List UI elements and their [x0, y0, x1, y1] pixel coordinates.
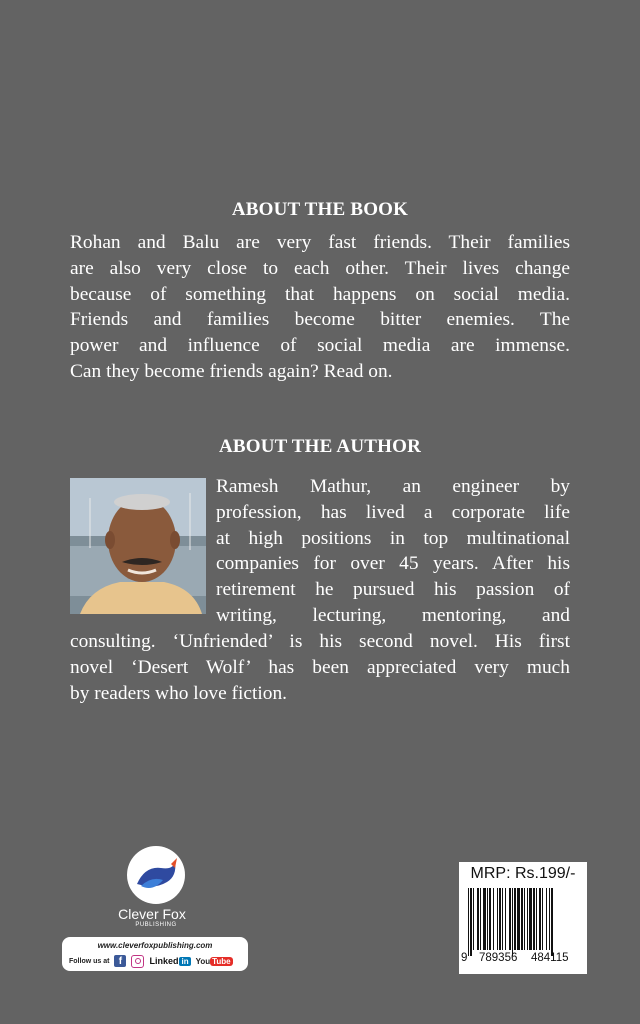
barcode-bar: [529, 888, 532, 950]
author-photo: [70, 478, 206, 614]
author-text-line: profession, has lived a corporate life: [216, 501, 570, 523]
publisher-logo: [118, 846, 191, 928]
book-text-line: because of something that happens on social media.: [70, 283, 570, 305]
isbn-first: 9: [461, 952, 468, 964]
barcode-bar: [521, 888, 523, 950]
linkedin-text: Linked: [149, 956, 179, 966]
barcode-bar: [533, 888, 535, 950]
fox-icon: [127, 846, 185, 904]
about-book-text: [70, 230, 570, 385]
barcode-bar: [512, 888, 513, 956]
book-text-line: are also very close to each other. Their lives change: [70, 257, 570, 279]
barcode-bar: [509, 888, 511, 950]
author-text-line: writing, lecturing, mentoring, and: [216, 604, 570, 626]
barcode-icon: [468, 888, 580, 958]
barcode-bar: [536, 888, 537, 950]
author-text-line: retirement he pursued his passion of: [216, 579, 570, 601]
author-text-line: at high positions in top multinational: [216, 527, 570, 549]
barcode-bar: [470, 888, 472, 956]
about-author-side-text: [216, 474, 570, 629]
author-text-line: Ramesh Mathur, an engineer by: [216, 476, 570, 497]
book-text-line: Can they become friends again? Read on.: [70, 360, 393, 382]
youtube-you: You: [195, 956, 211, 966]
author-text-line: consulting. ‘Unfriended’ is his second novel. His first: [70, 631, 570, 652]
youtube-icon[interactable]: [196, 957, 233, 966]
barcode-bar: [527, 888, 528, 950]
barcode-box: [459, 862, 587, 974]
mrp-price: MRP: Rs.199/-: [470, 865, 576, 882]
publisher-name: Clever Fox: [118, 906, 186, 922]
social-row: [69, 954, 233, 968]
follow-label: Follow us at: [69, 957, 110, 965]
about-author-full-text: [70, 629, 570, 706]
instagram-icon[interactable]: [131, 955, 144, 968]
barcode-bar: [502, 888, 503, 950]
barcode-bar: [487, 888, 488, 950]
barcode-bar: [549, 888, 550, 950]
barcode-bar: [493, 888, 494, 950]
barcode-bar: [497, 888, 498, 950]
barcode-bar: [546, 888, 547, 950]
barcode-bar: [477, 888, 479, 950]
barcode-bar: [539, 888, 541, 950]
barcode-bar: [499, 888, 501, 950]
author-text-line: novel ‘Desert Wolf’ has been appreciated very much: [70, 656, 570, 678]
isbn-group-2: 484115: [531, 952, 569, 964]
publisher-url[interactable]: www.cleverfoxpublishing.com: [97, 941, 213, 950]
linkedin-icon[interactable]: [149, 956, 190, 966]
barcode-bar: [514, 888, 516, 950]
book-text-line: Rohan and Balu are very fast friends. Their families: [70, 232, 570, 253]
barcode-bar: [517, 888, 520, 950]
youtube-tube: Tube: [212, 956, 231, 966]
barcode-bar: [473, 888, 474, 950]
author-text-line: companies for over 45 years. After his: [216, 553, 570, 575]
barcode-bar: [542, 888, 543, 950]
barcode-bar: [480, 888, 481, 950]
barcode-bar: [489, 888, 491, 950]
barcode-bar: [505, 888, 506, 950]
barcode-bar: [524, 888, 525, 950]
facebook-icon[interactable]: f: [114, 955, 126, 967]
barcode-bar: [551, 888, 553, 956]
publisher-sub: PUBLISHING: [135, 922, 177, 928]
book-text-line: power and influence of social media are immense.: [70, 335, 570, 357]
author-text-line: by readers who love fiction.: [70, 682, 287, 704]
isbn-group-1: 789356: [479, 952, 518, 964]
linkedin-in: in: [181, 957, 189, 966]
barcode-bar: [483, 888, 486, 950]
book-text-line: Friends and families become bitter enemies. The: [70, 309, 570, 331]
barcode-bar: [468, 888, 469, 956]
about-author-heading: ABOUT THE AUTHOR: [218, 436, 422, 457]
about-book-heading: ABOUT THE BOOK: [231, 199, 409, 220]
follow-us-box: [62, 937, 248, 971]
